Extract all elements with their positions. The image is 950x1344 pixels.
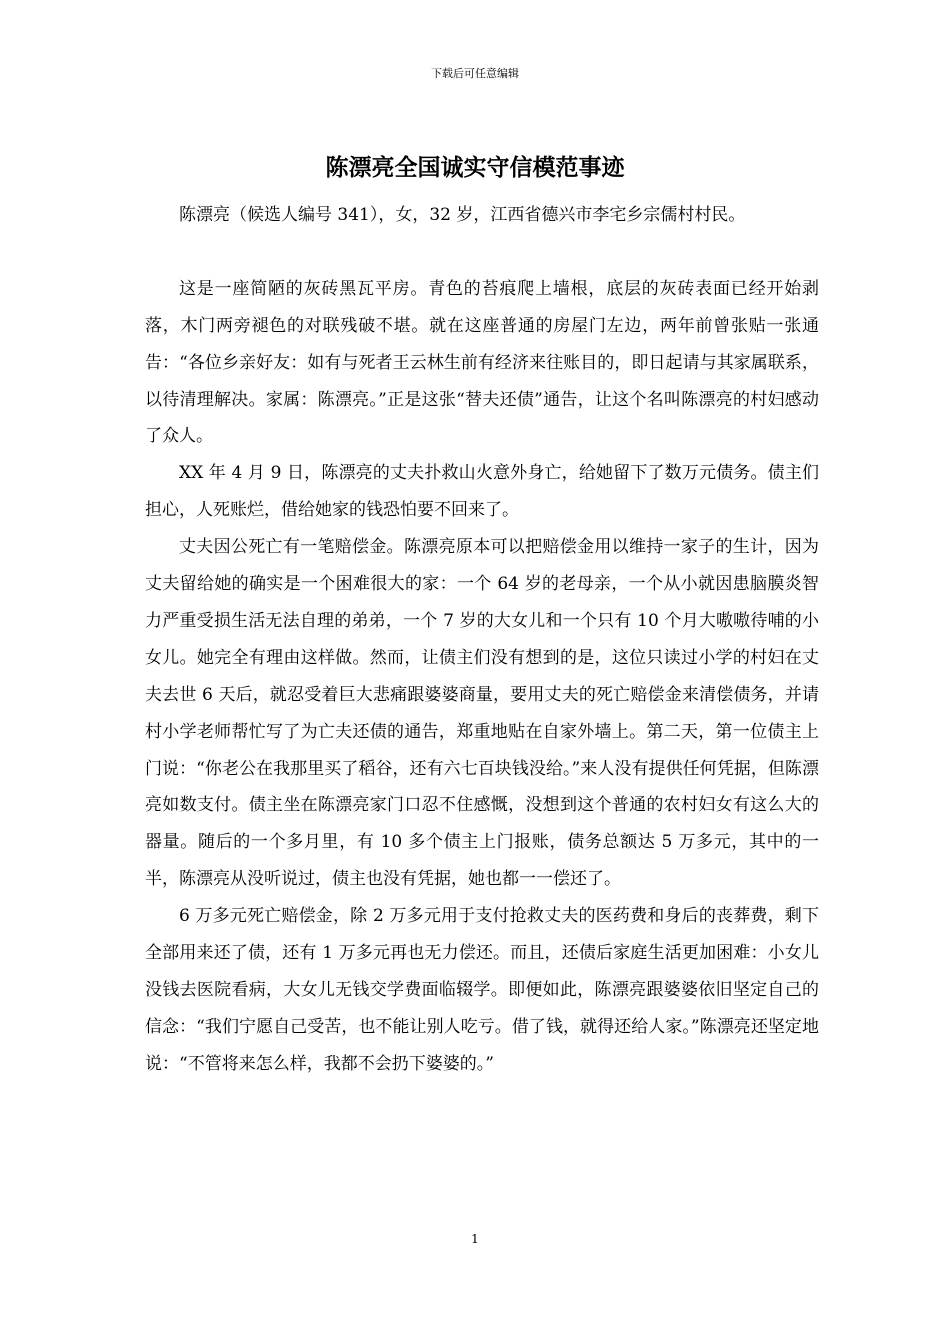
document-body [145,197,819,1083]
paragraph-gap [145,234,819,271]
intro-line: 陈漂亮（候选人编号 341），女，32 岁，江西省德兴市李宅乡宗儒村村民。 [179,205,746,225]
page-header: 下载后可任意编辑 [431,67,519,80]
document-title: 陈漂亮全国诚实守信模范事迹 [325,154,625,181]
body-paragraph: 这是一座简陋的灰砖黑瓦平房。青色的苔痕爬上墙根，底层的灰砖表面已经开始剥落，木门两旁褪色的对联残破不堪。就在这座普通的房屋门左边，两年前曾张贴一张通告：“各位乡亲好友：如有与死者王云林生前有经济来往账目的，即日起请与其家属联系，以待清理解决。家属：陈漂亮。”正是这张“替夫还债”通告，让这个名叫陈漂亮的村妇感动了众人。 [145,278,819,447]
body-paragraph: 丈夫因公死亡有一笔赔偿金。陈漂亮原本可以把赔偿金用以维持一家子的生计，因为丈夫留给她的确实是一个困难很大的家：一个 64 岁的老母亲，一个从小就因患脑膜炎智力严重受损生活无法自理的弟弟，一个 7 岁的大女儿和一个只有 10 个月大嗷嗷待哺的小女儿。她完全有理由这样做。然而，让债主们没有想到的是，这位只读过小学的村妇在丈夫去世 6 天后，就忍受着巨大悲痛跟婆婆商量，要用丈夫的死亡赔偿金来清偿债务，并请村小学老师帮忙写了为亡夫还债的通告，郑重地贴在自家外墙上。第二天，第一位债主上门说：“你老公在我那里买了稻谷，还有六七百块钱没给。”来人没有提供任何凭据，但陈漂亮如数支付。债主坐在陈漂亮家门口忍不住感慨，没想到这个普通的农村妇女有这么大的器量。随后的一个多月里，有 10 多个债主上门报账，债务总额达 5 万多元，其中的一半，陈漂亮从没听说过，债主也没有凭据，她也都一一偿还了。 [145,537,819,890]
page-number: 1 [471,1232,479,1246]
body-paragraph: XX 年 4 月 9 日，陈漂亮的丈夫扑救山火意外身亡，给她留下了数万元债务。债主们担心，人死账烂，借给她家的钱恐怕要不回来了。 [145,463,819,521]
body-paragraph: 6 万多元死亡赔偿金，除 2 万多元用于支付抢救丈夫的医药费和身后的丧葬费，剩下全部用来还了债，还有 1 万多元再也无力偿还。而且，还债后家庭生活更加困难：小女儿没钱去医院看病，大女儿无钱交学费面临辍学。即便如此，陈漂亮跟婆婆依旧坚定自己的信念：“我们宁愿自己受苦，也不能让别人吃亏。借了钱，就得还给人家。”陈漂亮还坚定地说：“不管将来怎么样，我都不会扔下婆婆的。” [145,906,819,1074]
